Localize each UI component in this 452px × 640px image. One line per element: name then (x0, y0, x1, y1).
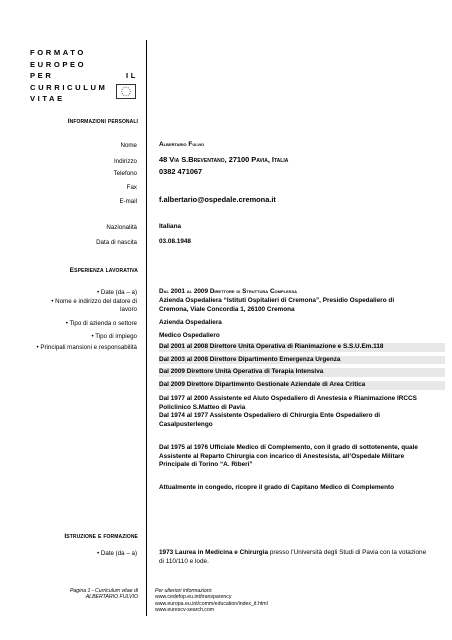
exp-duties-label: • Principali mansioni e responsabilità (36, 344, 137, 351)
edu-degree-value (159, 549, 445, 566)
duty-item: Dal 2009 Direttore Dipartimento Gestionale Aziendale di Area Critica (159, 381, 445, 390)
exp-duties-list (159, 343, 445, 390)
past-1-line-1: Dal 1977 al 2000 Assistente ed Aiuto Ospedaliero di Anestesia e Rianimazione IRCCS (159, 395, 417, 402)
footer-name-line: ALBERTARIO FULVIO (85, 594, 138, 601)
email-label: E-mail (119, 198, 137, 205)
footer-links (155, 588, 355, 614)
employer-label-line-1: • Nome e indirizzo del datore di (51, 298, 137, 305)
title-line-1: FORMATO EUROPEO (30, 48, 87, 69)
fax-label: Fax (126, 184, 137, 191)
exp-sector-label: • Tipo di azienda o settore (65, 320, 137, 327)
email-value[interactable]: f.albertario@ospedale.cremona.it (159, 195, 276, 204)
title-line-3: VITAE (30, 94, 65, 103)
exp-date-label: • Date (da – a) (97, 289, 137, 296)
eu-flag-icon (116, 84, 136, 99)
employer-line-1: Azienda Ospedaliera “Istituti Ospitalieri di Cremona”, Presidio Ospedaliero di (159, 297, 395, 304)
footer-page-info (20, 588, 138, 601)
address-label: Indirizzo (113, 158, 137, 165)
address-value: 48 Via S.Breventano, 27100 Pavia, Italia (159, 155, 289, 164)
section-education: Istruzione e formazione (64, 533, 138, 540)
column-divider (146, 40, 147, 616)
employer-label-line-2: lavoro (120, 306, 137, 313)
edu-degree-detail: presso l’Università degli Studi di Pavia con la votazione (268, 549, 427, 556)
phone-label: Telefono (113, 170, 137, 177)
employer-line-2: Cremona, Viale Concordia 1, 26100 Cremona (159, 305, 295, 313)
duty-item: Dal 2003 al 2008 Direttore Dipartimento Emergenza Urgenza (159, 356, 445, 365)
past-2-line-2: Assistente al Reparto Chirurgia con incarico di Anestesista, all’Ospedale Militare (159, 452, 405, 460)
footer-page-line: Pagina 1 - Curriculum vitae di (69, 588, 138, 594)
birthdate-value: 03.08.1948 (159, 238, 191, 245)
past-experience-2 (159, 444, 445, 470)
title-line-2: PER IL CURRICULUM (30, 71, 138, 92)
footer-info-heading: Per ulteriori informazioni: (155, 588, 213, 594)
exp-job-label: • Tipo di impiego (91, 333, 137, 340)
past-1-line-4: Casalpusterlengo (159, 421, 213, 429)
exp-job-value: Medico Ospedaliero (159, 332, 220, 339)
exp-employer-label (10, 298, 137, 314)
name-value: Albertario Fulvio (159, 141, 205, 148)
duty-item: Dal 2009 Direttore Unità Operativa di Terapia Intensiva (159, 368, 445, 377)
edu-degree-line-1 (159, 549, 445, 558)
exp-date-value: Dal 2001 al 2009 Direttore di Struttura Complessa (159, 288, 298, 295)
past-1-line-2: Policlinico S.Matteo di Pavia (159, 403, 246, 411)
past-2-line-3: Principale di Torino “A. Riberi” (159, 461, 253, 469)
footer-link[interactable]: www.eurescv-search.com (155, 607, 215, 614)
past-2-line-1: Dal 1975 al 1976 Ufficiale Medico di Complemento, con il grado di sottotenente, quale (159, 444, 418, 451)
edu-degree-line-2: di 110/110 e lode. (159, 557, 209, 565)
duty-item: Dal 2001 al 2008 Direttore Unità Operativa di Rianimazione e S.S.U.Em.118 (159, 343, 445, 352)
exp-sector-value: Azienda Ospedaliera (159, 319, 222, 326)
birthdate-label: Data di nascita (96, 239, 137, 246)
footer-link[interactable]: www.europa.eu.int/comm/education/index_it.html (155, 600, 268, 607)
edu-date-label: • Date (da – a) (97, 550, 137, 557)
footer-link[interactable]: www.cedefop.eu.int/transparency (155, 594, 232, 601)
past-experience-1 (159, 395, 445, 430)
exp-employer-value (159, 297, 445, 314)
section-personal-info: Informazioni personali (67, 118, 138, 125)
edu-degree-title: 1973 Laurea in Medicina e Chirurgia (159, 549, 269, 556)
nationality-label: Nazionalità (106, 224, 137, 231)
section-work-experience: Esperienza lavorativa (69, 267, 138, 274)
phone-value: 0382 471067 (159, 167, 203, 176)
past-1-line-3: Dal 1974 al 1977 Assistente Ospedaliero di Chirurgia Ente Ospedaliero di (159, 412, 381, 420)
nationality-value: Italiana (159, 223, 182, 230)
past-experience-3: Attualmente in congedo, ricopre il grado di Capitano Medico di Complemento (159, 484, 395, 491)
name-label: Nome (120, 142, 137, 149)
